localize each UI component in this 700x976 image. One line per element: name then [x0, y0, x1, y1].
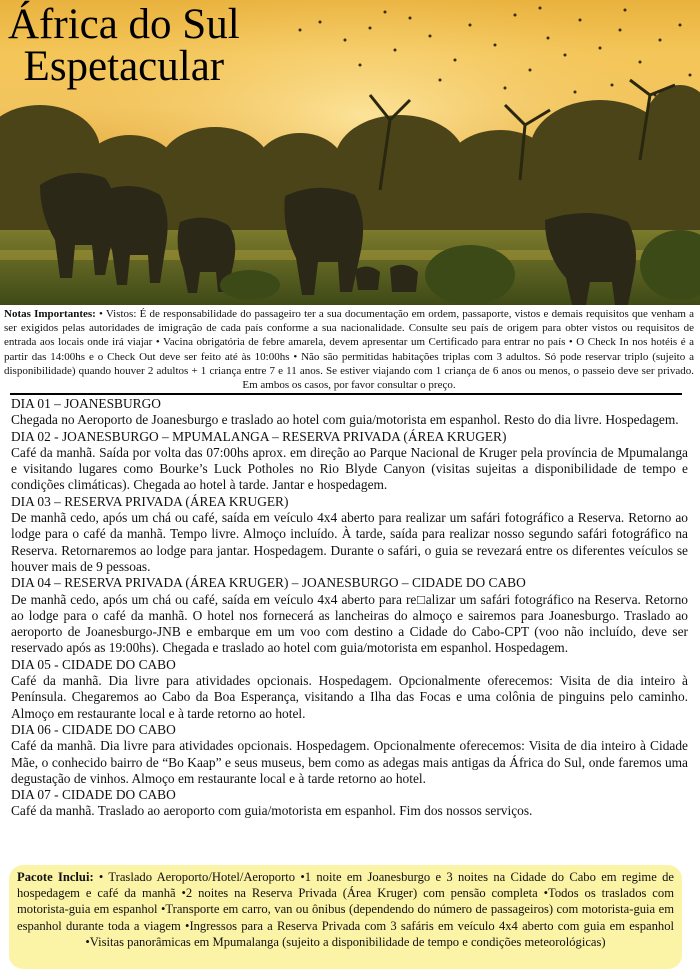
divider-line [10, 393, 682, 395]
day-01-title: DIA 01 – JOANESBURGO [11, 396, 161, 411]
day-05-title: DIA 05 - CIDADE DO CABO [11, 656, 176, 672]
day-06-text: Café da manhã. Dia livre para atividades opcionais. Hospedagem. Opcionalmente oferecemos: Visita de dia inteiro à Cidade Mãe, o conhecido bairro de “Bo Kaap” e seus museus, bem como as adegas mais antigas da África do Sul, onde faremos uma degustação de vinhos. Almoço em restaurante local e à tarde retorno ao hotel. [11, 738, 688, 786]
notes-label: Notas Importantes: [4, 308, 96, 320]
package-text: • Traslado Aeroporto/Hotel/Aeroporto •1 noite em Joanesburgo e 3 noites na Cidade do Cabo em regime de hospedagem e café da manhã •2 noites na Reserva Privada (Área Kruger) com pensão completa •Todos os traslados com motorista-guia em espanhol •Transporte em carro, van ou ônibus (dependendo do número de passageiros) com motorista-guia em espanhol durante toda a viagem •Ingressos para a Reserva Privada com 3 safáris em veículo 4x4 aberto com guia em espanhol •Visitas panorâmicas em Mpumalanga (sujeito a disponibilidade de tempo e condições meteorológicas) [17, 870, 674, 949]
package-label: Pacote Inclui: [17, 870, 94, 884]
day-07-title: DIA 07 - CIDADE DO CABO [11, 787, 176, 803]
day-03-text: De manhã cedo, após um chá ou café, saída em veículo 4x4 aberto para realizar um safári fotográfico a Reserva. Retorno ao lodge para o café da manhã. Tempo livre. Almoço incluído. À tarde, saída para realizar nosso segundo safári fotográfico na Reserva. Retornaremos ao lodge para jantar. Hospedagem. Durante o safári, o guia se revezará entre os diferentes veículos se houver mais de 9 pessoas. [11, 510, 688, 574]
title-line-2: Espetacular [23, 43, 225, 90]
package-includes-box [9, 865, 682, 969]
important-notes [4, 307, 694, 392]
day-02-title: DIA 02 - JOANESBURGO – MPUMALANGA – RESERVA PRIVADA (ÁREA KRUGER) [11, 428, 507, 444]
day-05-text: Café da manhã. Dia livre para atividades opcionais. Hospedagem. Opcionalmente oferecemos: Visita de dia inteiro à Península. Chegaremos ao Cabo da Boa Esperança, visitando a Ilha das Focas e uma colônia de pinguins pelo caminho. Almoço em restaurante local e à tarde retorno ao hotel. [11, 673, 688, 721]
day-04-text: De manhã cedo, após um chá ou café, saída em veículo 4x4 aberto para re□alizar um safári fotográfico na Reserva. Retorno ao lodge para o café da manhã. O hotel nos fornecerá as lancheiras do almoço e sairemos para Joanesburgo. Traslado ao aeroporto de Joanesburgo-JNB e embarque em um voo com destino a Cidade do Cabo-CPT (voo não incluído, deve ser reservado após as 19:00hs). Chegada e traslado ao hotel com guia/motorista em espanhol. Hospedagem. [11, 591, 688, 656]
notes-text: • Vistos: É de responsabilidade do passageiro ter a sua documentação em ordem, passaporte, vistos e demais requisitos que venham a ser exigidos pelas autoridades de imigração de cada país conforme a sua nacionalidade. Consulte seu país de origem para obter vistos ou requisitos de entrada aos locais onde irá viajar • Vacina obrigatória de febre amarela, devem apresentar um Certificado para entrar no país • O Check In nos hotéis é a partir das 14:00hs e o Check Out deve ser feito até às 10:00hs • Não são permitidas habitações triplas com 3 adultos. Só pode reservar triplo (sujeito a disponibilidade) quando houver 2 adultos + 1 criança entre 7 e 11 anos. Se estiver viajando com 1 criança de 6 anos ou menos, o passeio deve ser privado. Em ambos os casos, por favor consultar o preço. [4, 308, 694, 392]
day-01-text: Chegada no Aeroporto de Joanesburgo e traslado ao hotel com guia/motorista em espanhol. Resto do dia livre. Hospedagem. [11, 412, 679, 428]
itinerary [11, 396, 688, 820]
title-line-1: África do Sul [8, 1, 240, 48]
day-02-text: Café da manhã. Saída por volta das 07:00hs aprox. em direção ao Parque Nacional de Kruger pela província de Mpumalanga e visitando lugares como Bourke’s Luck Potholes no Rio Blyde Canyon (visitas sujeitas a disponibilidade de tempo e condições climáticas). Chegada ao hotel à tarde. Jantar e hospedagem. [11, 444, 688, 493]
day-06-title: DIA 06 - CIDADE DO CABO [11, 721, 176, 737]
page-title [8, 1, 240, 90]
day-04-title: DIA 04 – RESERVA PRIVADA (ÁREA KRUGER) – JOANESBURGO – CIDADE DO CABO [11, 575, 526, 591]
day-03-title: DIA 03 – RESERVA PRIVADA (ÁREA KRUGER) [11, 493, 289, 509]
day-07-text: Café da manhã. Traslado ao aeroporto com guia/motorista em espanhol. Fim dos nossos serviços. [11, 803, 533, 819]
hero-banner [0, 0, 700, 305]
